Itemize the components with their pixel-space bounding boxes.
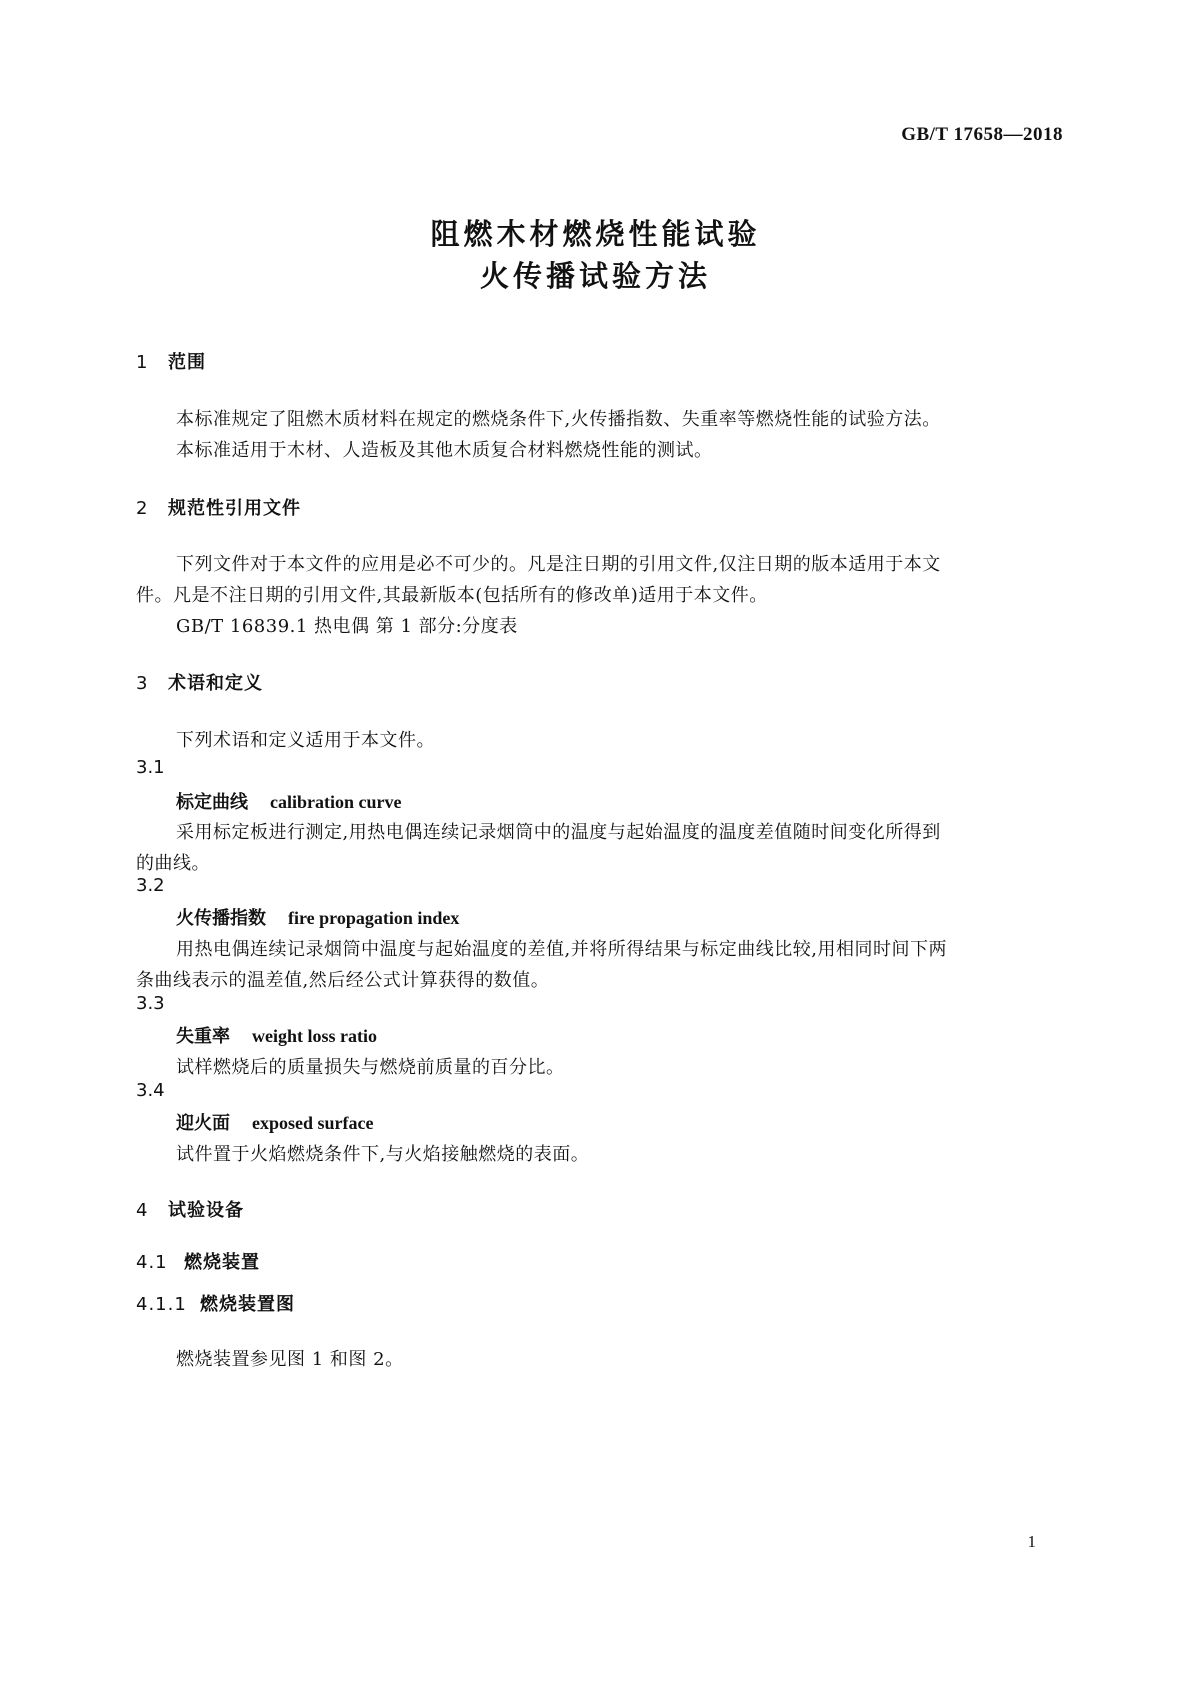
- section-number: 1: [136, 352, 149, 373]
- term-english: fire propagation index: [288, 908, 460, 928]
- term-title: [176, 1109, 373, 1135]
- term-definition-line1: 试件置于火焰燃烧条件下,与火焰接触燃烧的表面。: [176, 1144, 590, 1165]
- section-3-intro: 下列术语和定义适用于本文件。: [176, 730, 435, 751]
- section-2-paragraph-line1: 下列文件对于本文件的应用是必不可少的。凡是注日期的引用文件,仅注日期的版本适用于本文: [176, 554, 941, 575]
- term-chinese: 失重率: [176, 1026, 230, 1047]
- term-number: 3.1: [136, 757, 165, 778]
- section-1-paragraph-1: 本标准规定了阻燃木质材料在规定的燃烧条件下,火传播指数、失重率等燃烧性能的试验方法。: [176, 409, 941, 430]
- term-definition-line2: 条曲线表示的温差值,然后经公式计算获得的数值。: [136, 970, 550, 991]
- section-4-heading: [136, 1196, 244, 1222]
- term-title: [176, 788, 401, 814]
- normative-reference: GB/T 16839.1 热电偶 第 1 部分:分度表: [176, 616, 518, 637]
- term-english: calibration curve: [270, 792, 402, 812]
- term-title: [176, 904, 459, 930]
- section-title: 燃烧装置: [184, 1252, 260, 1273]
- section-2-heading: [136, 494, 301, 520]
- section-number: 4.1: [136, 1252, 168, 1273]
- section-2-paragraph-line2: 件。凡是不注日期的引用文件,其最新版本(包括所有的修改单)适用于本文件。: [136, 585, 768, 606]
- page-number: 1: [1027, 1532, 1036, 1551]
- section-title: 试验设备: [168, 1200, 244, 1221]
- section-number: 4.1.1: [136, 1294, 187, 1315]
- section-number: 3: [136, 673, 149, 694]
- term-title: [176, 1022, 377, 1048]
- document-title-line2: 火传播试验方法: [479, 259, 711, 293]
- section-title: 燃烧装置图: [200, 1294, 295, 1315]
- term-definition-line2: 的曲线。: [136, 853, 210, 874]
- document-title-line1: 阻燃木材燃烧性能试验: [430, 217, 761, 251]
- term-number: 3.4: [136, 1080, 165, 1101]
- standard-code: GB/T 17658—2018: [901, 124, 1063, 145]
- term-definition-line1: 试样燃烧后的质量损失与燃烧前质量的百分比。: [176, 1057, 565, 1078]
- term-chinese: 迎火面: [176, 1113, 230, 1134]
- term-number: 3.2: [136, 875, 165, 896]
- subsection-4-1-1-heading: [136, 1290, 295, 1316]
- section-title: 术语和定义: [168, 673, 263, 694]
- term-definition-line1: 采用标定板进行测定,用热电偶连续记录烟筒中的温度与起始温度的温度差值随时间变化所得到: [176, 822, 941, 843]
- section-number: 4: [136, 1200, 149, 1221]
- term-number: 3.3: [136, 993, 165, 1014]
- subsection-4-1-heading: [136, 1248, 260, 1274]
- term-chinese: 标定曲线: [176, 792, 248, 813]
- section-1-heading: [136, 348, 206, 374]
- term-chinese: 火传播指数: [176, 908, 266, 929]
- section-3-heading: [136, 669, 263, 695]
- term-definition-line1: 用热电偶连续记录烟筒中温度与起始温度的差值,并将所得结果与标定曲线比较,用相同时间下两: [176, 939, 947, 960]
- section-title: 范围: [168, 352, 206, 373]
- section-title: 规范性引用文件: [168, 498, 301, 519]
- section-1-paragraph-2: 本标准适用于木材、人造板及其他木质复合材料燃烧性能的测试。: [176, 440, 713, 461]
- term-english: exposed surface: [252, 1113, 374, 1133]
- term-english: weight loss ratio: [252, 1026, 377, 1046]
- section-number: 2: [136, 498, 149, 519]
- section-4-paragraph: 燃烧装置参见图 1 和图 2。: [176, 1349, 404, 1370]
